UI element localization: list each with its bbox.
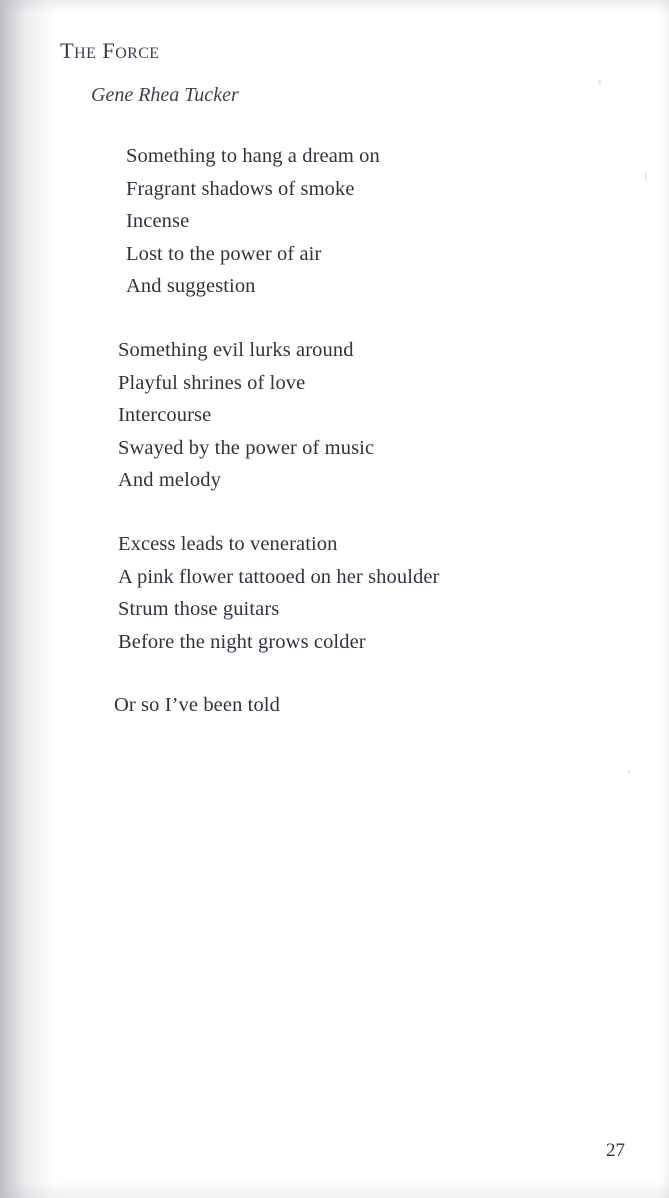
page-title: The Force xyxy=(60,38,160,63)
poem-line: Swayed by the power of music xyxy=(118,436,375,459)
stanza xyxy=(118,334,638,497)
poem-line: Something to hang a dream on xyxy=(126,145,380,167)
poem-line: A pink flower tattooed on her shoulder xyxy=(118,565,440,588)
poem-line: Or so I’ve been told xyxy=(114,694,280,717)
page-number: 27 xyxy=(606,1140,625,1161)
poem-line: Intercourse xyxy=(118,404,212,427)
poem-line: Before the night grows colder xyxy=(118,630,366,653)
poem-line: Excess leads to veneration xyxy=(118,532,338,555)
poem-line: Incense xyxy=(126,210,190,233)
poem-line: Fragrant shadows of smoke xyxy=(126,177,355,200)
poem-line: And suggestion xyxy=(126,275,256,298)
poem-line: Lost to the power of air xyxy=(126,242,322,265)
poem-line: And melody xyxy=(118,469,221,492)
poem-line: Playful shrines of love xyxy=(118,371,306,394)
poem-body xyxy=(114,140,638,722)
stanza xyxy=(114,689,638,722)
stanza xyxy=(118,140,638,303)
author-byline: Gene Rhea Tucker xyxy=(91,84,239,106)
poem-line: Something evil lurks around xyxy=(118,338,354,361)
poem-line: Strum those guitars xyxy=(118,598,280,621)
stanza xyxy=(118,528,638,658)
